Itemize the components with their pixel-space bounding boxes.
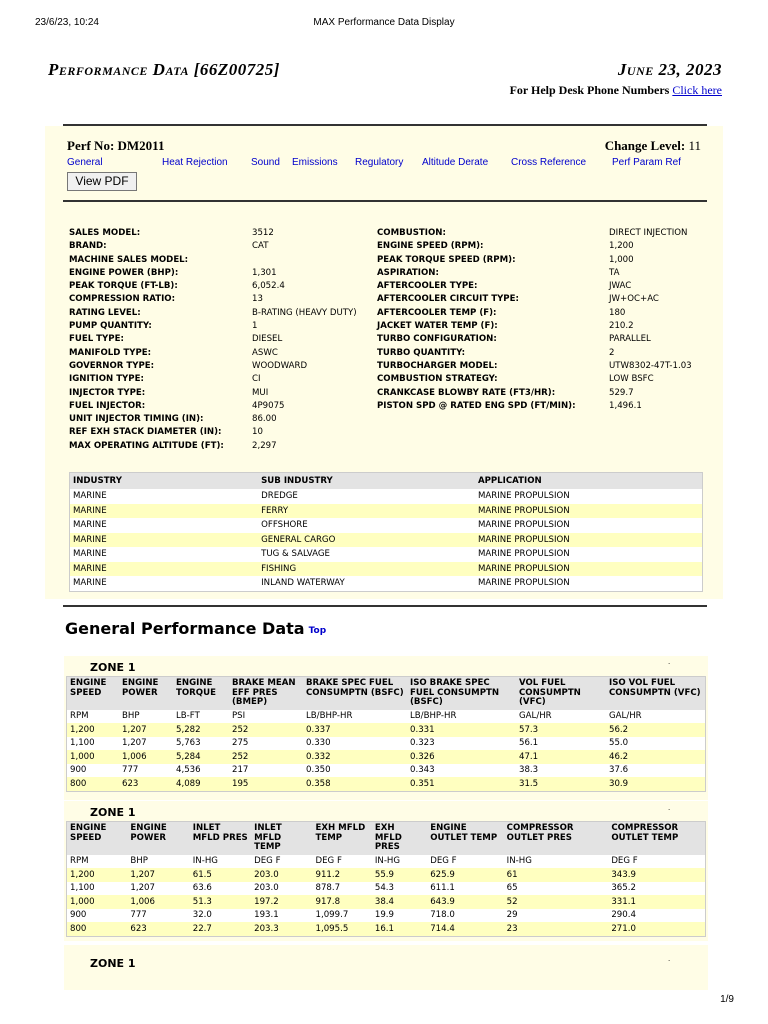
general-performance-heading xyxy=(65,619,326,638)
spec-label: AFTERCOOLER CIRCUIT TYPE: xyxy=(377,294,519,305)
spec-value: 10 xyxy=(252,427,263,438)
spec-label: TURBO QUANTITY: xyxy=(377,347,466,358)
perf-cell: 1,207 xyxy=(127,882,189,896)
zone-label-2: ZONE 1 xyxy=(90,806,136,819)
spec-value: 1 xyxy=(252,321,258,332)
perf-header-cell: ENGINE SPEED xyxy=(67,822,128,855)
perf-header-row xyxy=(67,822,706,855)
perf-unit-cell: IN-HG xyxy=(190,855,251,869)
spec-label: ASPIRATION: xyxy=(377,267,439,278)
spec-right-row xyxy=(377,255,707,268)
perf-cell: 0.323 xyxy=(407,737,516,751)
perf-cell: 203.3 xyxy=(251,922,312,936)
industry-cell: MARINE PROPULSION xyxy=(475,504,703,519)
perf-cell: 1,100 xyxy=(67,737,120,751)
perf-cell: 800 xyxy=(67,777,120,791)
perf-cell: 32.0 xyxy=(190,909,251,923)
spec-left-row xyxy=(69,321,369,334)
perf-cell: 718.0 xyxy=(427,909,503,923)
perf-cell: 31.5 xyxy=(516,777,606,791)
perf-cell: 623 xyxy=(119,777,173,791)
spec-left-row xyxy=(69,374,369,387)
zone-marker-1: · xyxy=(668,660,671,668)
perf-cell: 0.351 xyxy=(407,777,516,791)
spec-left-row xyxy=(69,427,369,440)
spec-left-row xyxy=(69,348,369,361)
perf-cell: 878.7 xyxy=(313,882,372,896)
spec-label: ENGINE SPEED (RPM): xyxy=(377,241,484,252)
perf-cell: 203.0 xyxy=(251,868,312,882)
industry-cell: MARINE PROPULSION xyxy=(475,489,703,504)
perf-cell: 55.0 xyxy=(606,737,706,751)
perf-unit-cell: LB/BHP-HR xyxy=(407,710,516,724)
spec-value: 1,200 xyxy=(609,241,634,252)
perf-cell: 625.9 xyxy=(427,868,503,882)
spec-value: PARALLEL xyxy=(609,334,651,345)
spec-label: IGNITION TYPE: xyxy=(69,374,144,385)
spec-right-row xyxy=(377,334,707,347)
perf-header-cell: INLET MFLD TEMP xyxy=(251,822,312,855)
performance-table-2 xyxy=(66,821,706,937)
industry-row xyxy=(70,576,703,591)
perf-cell: 56.1 xyxy=(516,737,606,751)
perf-unit-cell: BHP xyxy=(119,710,173,724)
perf-row xyxy=(67,922,706,936)
industry-row xyxy=(70,518,703,533)
perf-unit-cell: RPM xyxy=(67,710,120,724)
spec-value: 86.00 xyxy=(252,414,277,425)
spec-value: ASWC xyxy=(252,347,278,358)
change-level-label: Change Level: xyxy=(604,138,686,153)
perf-cell: 365.2 xyxy=(608,882,705,896)
perf-cell: 56.2 xyxy=(606,723,706,737)
perf-cell: 1,207 xyxy=(119,723,173,737)
spec-label: MANIFOLD TYPE: xyxy=(69,347,152,358)
industry-cell: MARINE xyxy=(70,576,259,591)
perf-header-cell: BRAKE SPEC FUEL CONSUMPTN (BSFC) xyxy=(303,677,407,710)
zone-marker-2: · xyxy=(668,806,671,814)
spec-value: 6,052.4 xyxy=(252,281,285,292)
perf-cell: 252 xyxy=(229,750,303,764)
perf-header-cell: BRAKE MEAN EFF PRES (BMEP) xyxy=(229,677,303,710)
spec-label: SALES MODEL: xyxy=(69,228,141,238)
perf-units-row xyxy=(67,855,706,869)
perf-unit-cell: DEG F xyxy=(427,855,503,869)
industry-row xyxy=(70,489,703,504)
spec-value: CI xyxy=(252,374,261,385)
industry-header-cell: APPLICATION xyxy=(475,473,703,490)
perf-cell: 203.0 xyxy=(251,882,312,896)
industry-cell: MARINE xyxy=(70,518,259,533)
perf-header-cell: EXH MFLD PRES xyxy=(372,822,427,855)
spec-value: 4P9075 xyxy=(252,400,285,411)
spec-label: TURBO CONFIGURATION: xyxy=(377,334,497,345)
nav-cross-reference[interactable]: Cross Reference xyxy=(511,157,587,168)
nav-sound[interactable]: Sound xyxy=(251,157,280,168)
nav-altitude-derate[interactable]: Altitude Derate xyxy=(422,157,489,168)
page-number: 1/9 xyxy=(720,994,734,1005)
page-title: Performance Data [66Z00725] xyxy=(48,60,280,79)
spec-value: 2,297 xyxy=(252,440,277,451)
industry-header-cell: SUB INDUSTRY xyxy=(258,473,475,490)
perf-cell: 290.4 xyxy=(608,909,705,923)
industry-cell: FERRY xyxy=(258,504,475,519)
perf-cell: 777 xyxy=(119,764,173,778)
perf-cell: 0.337 xyxy=(303,723,407,737)
perf-cell: 22.7 xyxy=(190,922,251,936)
perf-cell: 331.1 xyxy=(608,895,705,909)
perf-cell: 271.0 xyxy=(608,922,705,936)
nav-emissions[interactable]: Emissions xyxy=(292,157,338,168)
spec-value: 1,000 xyxy=(609,254,634,265)
perf-header-cell: EXH MFLD TEMP xyxy=(313,822,372,855)
industry-cell: MARINE PROPULSION xyxy=(475,518,703,533)
perf-cell: 38.4 xyxy=(372,895,427,909)
zone-panel-3 xyxy=(64,945,708,990)
specs-right xyxy=(377,228,707,414)
spec-label: COMPRESSION RATIO: xyxy=(69,294,176,305)
spec-label: COMBUSTION: xyxy=(377,228,446,238)
spec-value: LOW BSFC xyxy=(609,374,654,385)
perf-cell: 1,006 xyxy=(127,895,189,909)
perf-unit-cell: GAL/HR xyxy=(516,710,606,724)
spec-label: RATING LEVEL: xyxy=(69,307,141,318)
perf-cell: 275 xyxy=(229,737,303,751)
perf-cell: 0.358 xyxy=(303,777,407,791)
spec-value: MUI xyxy=(252,387,269,398)
perf-cell: 5,282 xyxy=(173,723,229,737)
spec-value: 13 xyxy=(252,294,263,305)
perf-header-cell: ENGINE OUTLET TEMP xyxy=(427,822,503,855)
spec-value: 1,301 xyxy=(252,267,277,278)
perf-cell: 54.3 xyxy=(372,882,427,896)
spec-right-row xyxy=(377,401,707,414)
perf-cell: 1,100 xyxy=(67,882,128,896)
perf-cell: 1,099.7 xyxy=(313,909,372,923)
spec-right-row xyxy=(377,281,707,294)
spec-label: AFTERCOOLER TYPE: xyxy=(377,281,478,292)
spec-label: JACKET WATER TEMP (F): xyxy=(377,321,498,332)
industry-header-cell: INDUSTRY xyxy=(70,473,259,490)
spec-left-row xyxy=(69,281,369,294)
spec-right-row xyxy=(377,308,707,321)
industry-cell: TUG & SALVAGE xyxy=(258,547,475,562)
spec-label: PEAK TORQUE (FT-LB): xyxy=(69,281,178,292)
spec-label: UNIT INJECTOR TIMING (IN): xyxy=(69,414,204,425)
spec-left-row xyxy=(69,361,369,374)
spec-label: PISTON SPD @ RATED ENG SPD (FT/MIN): xyxy=(377,400,576,411)
perf-row xyxy=(67,737,706,751)
industry-cell: MARINE xyxy=(70,547,259,562)
perf-header-cell: ENGINE SPEED xyxy=(67,677,120,710)
specs-left xyxy=(69,228,369,454)
spec-right-row xyxy=(377,268,707,281)
perf-row xyxy=(67,895,706,909)
change-level-value: 11 xyxy=(688,138,701,153)
perf-cell: 65 xyxy=(504,882,609,896)
perf-header-cell: ENGINE POWER xyxy=(119,677,173,710)
industry-cell: MARINE xyxy=(70,504,259,519)
spec-left-row xyxy=(69,441,369,454)
divider-specs xyxy=(63,200,707,202)
spec-value: 3512 xyxy=(252,228,274,238)
divider-gpd xyxy=(63,605,707,607)
perf-header-cell: VOL FUEL CONSUMPTN (VFC) xyxy=(516,677,606,710)
perf-cell: 0.343 xyxy=(407,764,516,778)
spec-value: B-RATING (HEAVY DUTY) xyxy=(252,307,357,318)
spec-left-row xyxy=(69,241,369,254)
perf-number: Perf No: DM2011 xyxy=(67,138,165,153)
print-title: MAX Performance Data Display xyxy=(313,17,455,28)
perf-header-cell: ENGINE POWER xyxy=(127,822,189,855)
perf-cell: 217 xyxy=(229,764,303,778)
perf-row xyxy=(67,882,706,896)
industry-header-row xyxy=(70,473,703,490)
perf-cell: 0.326 xyxy=(407,750,516,764)
perf-cell: 623 xyxy=(127,922,189,936)
print-datetime: 23/6/23, 10:24 xyxy=(35,17,99,28)
perf-cell: 1,207 xyxy=(127,868,189,882)
perf-cell: 4,536 xyxy=(173,764,229,778)
perf-cell: 16.1 xyxy=(372,922,427,936)
industry-cell: OFFSHORE xyxy=(258,518,475,533)
perf-cell: 900 xyxy=(67,764,120,778)
perf-cell: 29 xyxy=(504,909,609,923)
perf-cell: 800 xyxy=(67,922,128,936)
perf-units-row xyxy=(67,710,706,724)
spec-value: UTW8302-47T-1.03 xyxy=(609,360,692,371)
perf-unit-cell: DEG F xyxy=(608,855,705,869)
perf-row xyxy=(67,909,706,923)
spec-label: MAX OPERATING ALTITUDE (FT): xyxy=(69,440,224,451)
change-level xyxy=(605,138,701,154)
perf-unit-cell: DEG F xyxy=(313,855,372,869)
perf-unit-cell: RPM xyxy=(67,855,128,869)
industry-cell: GENERAL CARGO xyxy=(258,533,475,548)
spec-left-row xyxy=(69,255,369,268)
industry-row xyxy=(70,504,703,519)
perf-unit-cell: LB/BHP-HR xyxy=(303,710,407,724)
spec-right-row xyxy=(377,228,707,241)
perf-cell: 5,763 xyxy=(173,737,229,751)
perf-cell: 23 xyxy=(504,922,609,936)
perf-cell: 0.350 xyxy=(303,764,407,778)
spec-value: DIESEL xyxy=(252,334,283,345)
industry-cell: MARINE PROPULSION xyxy=(475,576,703,591)
perf-cell: 0.330 xyxy=(303,737,407,751)
industry-cell: MARINE PROPULSION xyxy=(475,533,703,548)
perf-cell: 1,200 xyxy=(67,868,128,882)
spec-label: PUMP QUANTITY: xyxy=(69,321,152,332)
spec-right-row xyxy=(377,294,707,307)
spec-right-row xyxy=(377,241,707,254)
spec-label: FUEL TYPE: xyxy=(69,334,124,345)
perf-unit-cell: LB-FT xyxy=(173,710,229,724)
perf-row xyxy=(67,723,706,737)
spec-label: ENGINE POWER (BHP): xyxy=(69,267,179,278)
spec-value: TA xyxy=(609,267,620,278)
perf-unit-cell: GAL/HR xyxy=(606,710,706,724)
divider-top xyxy=(63,124,707,126)
spec-value: DIRECT INJECTION xyxy=(609,228,688,238)
perf-cell: 57.3 xyxy=(516,723,606,737)
zone-label-1: ZONE 1 xyxy=(90,661,136,674)
view-pdf-button[interactable]: View PDF xyxy=(67,172,137,191)
perf-cell: 197.2 xyxy=(251,895,312,909)
industry-row xyxy=(70,562,703,577)
industry-row xyxy=(70,533,703,548)
industry-cell: FISHING xyxy=(258,562,475,577)
spec-label: MACHINE SALES MODEL: xyxy=(69,254,189,265)
perf-cell: 46.2 xyxy=(606,750,706,764)
spec-value: 180 xyxy=(609,307,626,318)
perf-cell: 1,207 xyxy=(119,737,173,751)
help-desk-text: For Help Desk Phone Numbers xyxy=(509,83,670,97)
spec-right-row xyxy=(377,348,707,361)
nav-regulatory[interactable]: Regulatory xyxy=(355,157,404,168)
spec-right-row xyxy=(377,388,707,401)
zone-label-3: ZONE 1 xyxy=(90,957,136,970)
spec-value: JW+OC+AC xyxy=(609,294,659,305)
perf-cell: 51.3 xyxy=(190,895,251,909)
spec-value: WOODWARD xyxy=(252,360,308,371)
perf-header-cell: COMPRESSOR OUTLET PRES xyxy=(504,822,609,855)
perf-cell: 1,000 xyxy=(67,750,120,764)
perf-row xyxy=(67,868,706,882)
perf-cell: 37.6 xyxy=(606,764,706,778)
perf-cell: 611.1 xyxy=(427,882,503,896)
perf-row xyxy=(67,764,706,778)
spec-label: COMBUSTION STRATEGY: xyxy=(377,374,498,385)
spec-label: INJECTOR TYPE: xyxy=(69,387,146,398)
spec-right-row xyxy=(377,374,707,387)
perf-cell: 61 xyxy=(504,868,609,882)
perf-header-cell: COMPRESSOR OUTLET TEMP xyxy=(608,822,705,855)
perf-cell: 252 xyxy=(229,723,303,737)
help-desk-link[interactable]: Click here xyxy=(672,83,722,97)
spec-label: PEAK TORQUE SPEED (RPM): xyxy=(377,254,516,265)
perf-cell: 911.2 xyxy=(313,868,372,882)
industry-cell: MARINE xyxy=(70,489,259,504)
perf-cell: 1,200 xyxy=(67,723,120,737)
perf-cell: 38.3 xyxy=(516,764,606,778)
industry-cell: MARINE PROPULSION xyxy=(475,547,703,562)
perf-cell: 714.4 xyxy=(427,922,503,936)
perf-header-cell: ISO BRAKE SPEC FUEL CONSUMPTN (BSFC) xyxy=(407,677,516,710)
top-link[interactable]: Top xyxy=(308,626,327,636)
nav-perf-param-ref[interactable]: Perf Param Ref xyxy=(612,157,681,168)
industry-table xyxy=(69,472,703,592)
perf-header-cell: ISO VOL FUEL CONSUMPTN (VFC) xyxy=(606,677,706,710)
perf-cell: 47.1 xyxy=(516,750,606,764)
industry-cell: MARINE PROPULSION xyxy=(475,562,703,577)
page-date: June 23, 2023 xyxy=(617,60,722,79)
perf-cell: 1,000 xyxy=(67,895,128,909)
spec-label: TURBOCHARGER MODEL: xyxy=(377,360,498,371)
nav-general[interactable]: General xyxy=(67,157,103,168)
spec-label: CRANKCASE BLOWBY RATE (FT3/HR): xyxy=(377,387,556,398)
perf-cell: 1,095.5 xyxy=(313,922,372,936)
industry-row xyxy=(70,547,703,562)
zone-marker-3: · xyxy=(668,957,671,965)
perf-cell: 777 xyxy=(127,909,189,923)
industry-cell: INLAND WATERWAY xyxy=(258,576,475,591)
perf-cell: 55.9 xyxy=(372,868,427,882)
perf-header-cell: ENGINE TORQUE xyxy=(173,677,229,710)
spec-label: GOVERNOR TYPE: xyxy=(69,360,155,371)
spec-value: 2 xyxy=(609,347,615,358)
spec-label: BRAND: xyxy=(69,241,107,252)
perf-unit-cell: PSI xyxy=(229,710,303,724)
spec-left-row xyxy=(69,308,369,321)
perf-header-row xyxy=(67,677,706,710)
industry-cell: MARINE xyxy=(70,533,259,548)
nav-heat-rejection[interactable]: Heat Rejection xyxy=(162,157,228,168)
perf-cell: 0.332 xyxy=(303,750,407,764)
perf-cell: 30.9 xyxy=(606,777,706,791)
perf-cell: 193.1 xyxy=(251,909,312,923)
spec-label: REF EXH STACK DIAMETER (IN): xyxy=(69,427,222,438)
perf-unit-cell: IN-HG xyxy=(372,855,427,869)
spec-value: 529.7 xyxy=(609,387,634,398)
perf-cell: 195 xyxy=(229,777,303,791)
spec-left-row xyxy=(69,334,369,347)
perf-unit-cell: BHP xyxy=(127,855,189,869)
industry-cell: DREDGE xyxy=(258,489,475,504)
perf-cell: 643.9 xyxy=(427,895,503,909)
spec-right-row xyxy=(377,361,707,374)
perf-cell: 52 xyxy=(504,895,609,909)
spec-left-row xyxy=(69,294,369,307)
spec-left-row xyxy=(69,388,369,401)
perf-cell: 900 xyxy=(67,909,128,923)
perf-row xyxy=(67,777,706,791)
perf-cell: 0.331 xyxy=(407,723,516,737)
perf-cell: 5,284 xyxy=(173,750,229,764)
industry-cell: MARINE xyxy=(70,562,259,577)
spec-value: 210.2 xyxy=(609,321,634,332)
spec-label: AFTERCOOLER TEMP (F): xyxy=(377,307,497,318)
spec-left-row xyxy=(69,414,369,427)
spec-left-row xyxy=(69,228,369,241)
help-desk xyxy=(510,83,722,98)
general-performance-title: General Performance Data xyxy=(65,619,305,638)
perf-cell: 1,006 xyxy=(119,750,173,764)
spec-value: 1,496.1 xyxy=(609,400,642,411)
spec-label: FUEL INJECTOR: xyxy=(69,400,146,411)
perf-cell: 917.8 xyxy=(313,895,372,909)
perf-header-cell: INLET MFLD PRES xyxy=(190,822,251,855)
perf-cell: 63.6 xyxy=(190,882,251,896)
spec-left-row xyxy=(69,401,369,414)
spec-value: JWAC xyxy=(609,281,632,292)
perf-row xyxy=(67,750,706,764)
spec-right-row xyxy=(377,321,707,334)
performance-table-1 xyxy=(66,676,706,792)
spec-left-row xyxy=(69,268,369,281)
spec-value: CAT xyxy=(252,241,269,252)
perf-cell: 19.9 xyxy=(372,909,427,923)
perf-cell: 343.9 xyxy=(608,868,705,882)
perf-cell: 61.5 xyxy=(190,868,251,882)
perf-unit-cell: DEG F xyxy=(251,855,312,869)
perf-cell: 4,089 xyxy=(173,777,229,791)
perf-unit-cell: IN-HG xyxy=(504,855,609,869)
